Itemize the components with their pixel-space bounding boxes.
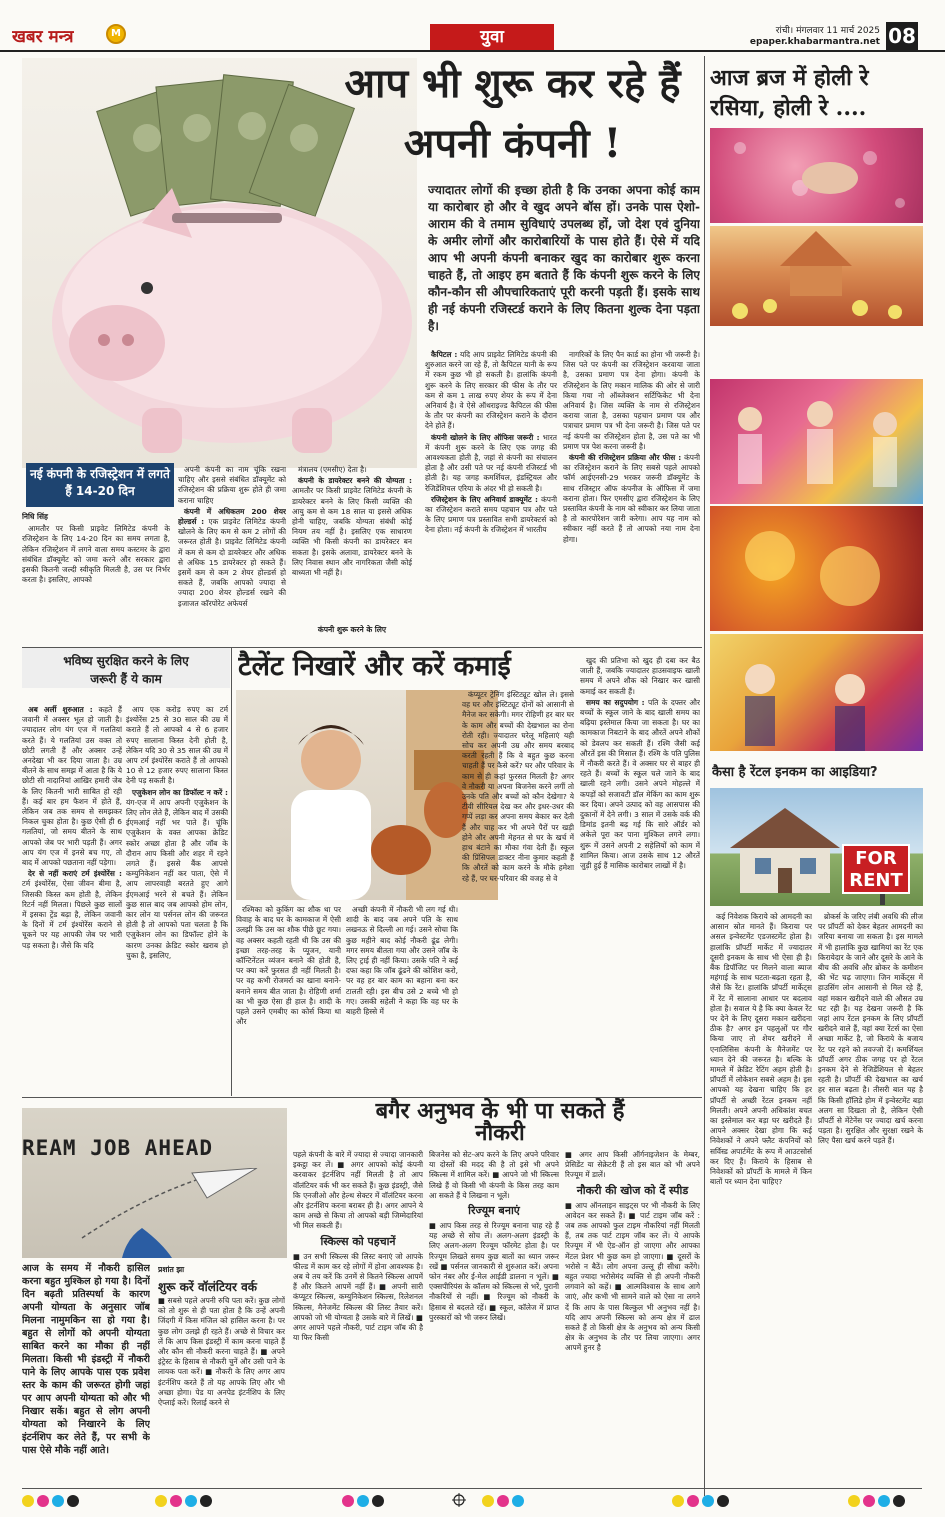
lead-column-2 <box>178 465 286 645</box>
yellow-dot-icon <box>22 1495 34 1507</box>
lead-col5-sub: कंपनी की रजिस्ट्रेशन प्रक्रिया और फीस : <box>569 453 682 463</box>
talent-left-text3: यंग-एज में आप अपनी एजुकेशन के लिए लोन लेते हैं, लेकिन बाद में उसकी ईएमआई नहीं भर पाते हैं। चूंकि एजुकेशन के वक्त आपका क्रेडिट स्कोर अच्छा होता है और जॉब के दौरान आप किसी और शहर में रहने लगते हैं। इससे बैंक आपसे कम्युनिकेशन नहीं कर पाता, ऐसे में आप लापरवाही बरतते हुए आगे ईएमआई भरने से बचते हैं। लेकिन कुछ साल बाद जब आपको होम लोन, कार लोन या पर्सनल लोन की जरूरत होती है तो आपको पता चलता है कि एजुकेशन लोन का डिफॉल्ट होने के कारण उनका क्रेडिट स्कोर खराब हो चुका है, इसलिए, <box>126 797 228 960</box>
registration-dots-3 <box>342 1492 442 1506</box>
cyan-dot-icon <box>512 1495 524 1507</box>
talent-left-col2-text: आप एक करोड़ रुपए का टर्म इंश्योरेंस 25 से 30 साल की उम्र में कराते हैं तो आपको 4 से 6 हजार रुपए सालाना किस्त देनी होती है, लेकिन यदि 30 से 35 साल की उम्र में आप टर्म इंश्योरेंस कराते हैं तो आपको 10 से 12 हजार रुपए सालाना किस्त देनी पड़ सकती है। <box>126 705 228 786</box>
yellow-dot-icon <box>482 1495 494 1507</box>
holi-headline-line2: रसिया, होली रे .... <box>710 95 867 121</box>
lead-col5-text2: कंपनी का रजिस्ट्रेशन कराने के लिए सबसे पहले आपको फॉर्म आईएनसी-29 भरकर जरूरी डॉक्यूमेंट के साथ रजिस्ट्रार ऑफ कंपनीज के ऑफिस में जमा कराना होता। फिर एमसीए द्वारा रजिस्ट्रेशन के लिए प्रस्तावित कंपनी के नाम को स्वीकार कर लिया जाता है तो कारपोरेशन जारी करेगा। आप यह नाम को स्वीकार नहीं करते हैं तो आपको नया नाम देना होगा। <box>563 453 700 544</box>
talent-headline: टैलेंट निखारें और करें कमाई <box>238 651 511 682</box>
crosshair-icon <box>452 1493 466 1507</box>
lead-col4-text2: भारत में कंपनी शुरू करने के लिए एक जगह की आवश्यकता होती है, जहां से कंपनी का संचालन होता है और उसी पते पर नई कंपनी रजिस्टर्ड भी होती है। यह जगह कमर्शियल, इंडस्ट्रियल और रेजिडेंशियल एरिया के अंदर भी हो सकती है। <box>425 432 557 493</box>
registration-dots-4 <box>482 1492 582 1506</box>
rental-headline: कैसा है रेंटल इनकम का आइडिया? <box>712 765 878 780</box>
holi-image-powder <box>710 506 923 631</box>
for-rent-line2: RENT <box>849 870 903 891</box>
holi-headline-line1: आज ब्रज में होली रे <box>710 65 869 91</box>
lead-deck: ज्यादातर लोगों की इच्छा होती है कि उनका अपना कोई काम या कारोबार हो और वे खुद अपने बॉस हों। उनके पास ऐशो-आराम की वे तमाम सुविधाएं उपलब्ध हों, जो देश एवं दुनिया के अमीर लोगों और कारोबारियों के पास होते हैं। ऐसे में यदि आप भी अपनी कंपनी बनाकर खुद का कारोबार शुरू करना चाहते हैं, तो आइए हम बताते हैं कि कंपनी शुरू करने के लिए कौन-कौन सी औपचारिकताएं पूरी करनी पड़ती हैं। इसके साथ ही नई कंपनी रजिस्टर्ड कराने के लिए कितना शुल्क देना पड़ता है। <box>428 183 700 333</box>
lead-col5-text: नागरिकों के लिए पैन कार्ड का होना भी जरूरी है। जिस पते पर कंपनी का रजिस्ट्रेशन करवाया जाता है, उसका प्रमाण पत्र देना होगा। कंपनी के रजिस्ट्रेशन के लिए मकान मालिक की ओर से जारी किया गया नो ऑब्जेक्शन सर्टिफिकेट भी देना अनिवार्य है। जिस व्यक्ति के नाम से रजिस्ट्रेशन कराया जाता है, उसका पहचान प्रमाण पत्र और पत्राचार प्रमाण पत्र भी देना जरूरी है। जिस पते पर नई कंपनी का रजिस्ट्रेशन होता है, उस पते का भी प्रमाण पत्र पेश करना जरूरी है। <box>563 350 700 451</box>
talent-center-col4-text: खुद की प्रतिभा को खुद ही दबा कर बैठ जाती हैं, जबकि ज्यादातर हाउसवाइफ खाली समय में अपने शौक को निखार कर खासी कमाई कर सकती हैं। <box>580 656 700 696</box>
black-dot-icon <box>893 1495 905 1507</box>
holi-people-shape <box>710 379 923 504</box>
image-caption: नई कंपनी के रजिस्ट्रेशन में लगते हैं 14-20 दिन <box>26 463 174 507</box>
dream-job-text: REAM JOB AHEAD <box>22 1136 214 1160</box>
page-number: 08 <box>886 22 918 50</box>
lead-col4-text3: कंपनी का रजिस्ट्रेशन कराते समय पहचान पत्र और पते के लिए प्रमाण पत्र प्रस्तावित सभी डायरेक्टर्स को देना होता। नई कंपनी के रजिस्ट्रेशन में भारतीय <box>425 494 557 535</box>
cyan-dot-icon <box>878 1495 890 1507</box>
lead-col2-intro: अपनी कंपनी का नाम चूंकि रखना चाहिए और इससे संबंधित डॉक्यूमेंट को रजिस्ट्रेशन की प्रक्रिया शुरू होते ही जमा कराना चाहिए <box>178 465 286 505</box>
jobs-col4 <box>565 1150 700 1490</box>
talent-left-sub1: अब अर्ली शुरुआत : <box>28 705 93 714</box>
lead-col3-footer: कंपनी शुरू करने के लिए <box>317 625 387 634</box>
holi-temple-shape <box>710 226 923 326</box>
registration-dots-5 <box>672 1492 792 1506</box>
talent-center-col1 <box>236 905 341 1095</box>
black-dot-icon <box>717 1495 729 1507</box>
talent-center-col1-text: रश्मिका को कुकिंग का शौक था पर विवाह के बाद घर के कामकाज में ऐसी उलझी कि उस का शौक पीछे छूट गया। वह अक्सर कहती रहती थी कि उस की इच्छा तरह-तरह के प्यूजन, यानी कॉन्टिनेंटल व्यंजन बनाने की होती है, पर क्या करें फुरसत ही नहीं मिलती है। पर वह कभी रोजमर्रा का खाना बनाने-बनाने समय बीत जाता है। रोहिणी शर्मा का भी कुछ ऐसा ही हाल है। शादी के पहले उसने एमबीए का कोर्स किया था और <box>236 905 341 1027</box>
holi-image-krishna <box>710 634 923 751</box>
registration-dots-right <box>848 1492 928 1506</box>
issue-date: रांची। मंगलवार 11 मार्च 2025 <box>775 26 880 36</box>
lead-col3-intro: मंत्रालय (एमसीए) देता है। <box>298 465 367 474</box>
header-rule <box>0 50 945 52</box>
section-tab: युवा <box>430 24 554 50</box>
jobs-sub-resume: रिज्यूम बनाएं <box>468 1204 520 1218</box>
yellow-dot-icon <box>155 1495 167 1507</box>
footer-rule <box>22 1488 922 1489</box>
talent-left-text1: कहते हैं जवानी में अक्सर भूल हो जाती है। ज्यादातर लोग यंग एज में गलतियां करते हैं। ये गलतियां उस वक्त तो छोटी लगती हैं और अक्सर उन्हें अनदेखा भी कर दिया जाता है। उम्र बीतने के साथ समझ में आता है कि ये छोटी सी नादानियां आखिर हमारी जेब के लिए कितनी भारी साबित हो रही हैं। कई बार हम फैशन में होते हैं, लेकिन जब तक समय से समझकर निकल चुका होता है। कुछ ऐसी ही 6 गलतियां, जो समय बीतने के साथ आपको जेब पर भारी पड़ती हैं। अगर आप यंग एज में इनसे बच गए, तो बाद में आपको पछताना नहीं पड़ेगा। <box>22 705 122 868</box>
masthead <box>0 0 945 54</box>
lead-column-1 <box>22 512 170 642</box>
talent-left-text2: टर्म इंश्योरेंस, ऐसा जीवन बीमा है, जिसकी किस्त कम होती है, लेकिन रिटर्न नहीं मिलता। पिछले कुछ सालों में इसका ट्रेंड बढ़ा है, लेकिन जवानी के दिनों में टर्म इंश्योरेंस कराने से चूकने पर यह आपकी जेब पर भारी पड़ सकता है। जैसे कि यदि <box>22 879 122 950</box>
holi-image-celebration <box>710 379 923 504</box>
yellow-dot-icon <box>672 1495 684 1507</box>
lead-headline-line2: अपनी कंपनी ! <box>403 120 622 167</box>
registration-dots-2 <box>155 1492 275 1506</box>
lead-column-5 <box>563 350 700 645</box>
jobs-col1-text: ■ सबसे पहले अपनी रुचि पता करें। कुछ लोगों को तो शुरू से ही पता होता है कि उन्हें अपनी जिंदगी में किस मंजिल को हासिल करना है। पर कुछ लोग उलझे ही रहते हैं। अच्छे से विचार कर लें कि आप किस इंडस्ट्री में काम करना चाहते हैं और कौन सी नौकरी करना चाहते हैं। ■ अपने इंट्रेस्ट के हिसाब से नौकरी चुनें और उसी पाने के लायक पता करें। ■ नौकरी के लिए अगर आप इंटर्नशिप करते हैं तो यह आपके लिए और भी अच्छा होगा। पेड या अनपेड इंटर्नशिप के लिए ऐप्लाई करें। रिलाई करने से <box>158 1296 285 1408</box>
magenta-dot-icon <box>687 1495 699 1507</box>
rental-column-1 <box>710 912 812 1490</box>
registration-mark-icon <box>452 1492 472 1506</box>
holi-flowers-shape <box>710 128 923 223</box>
talent-center-col3-text: कंप्यूटर ट्रेनिंग इंस्टिट्यूट खोल ले। इससे वह घर और इंस्टिट्यूट दोनों को आसानी से मैनेज कर सकेगी। मगर रोहिणी हर बार घर के काम और बच्चों की देखभाल का रोना रोती रही। ज्यादातर घरेलू महिलाएं यही सोच कर अपनी उम्र और समय बरबाद करती रहती हैं कि वे बहुत कुछ करना चाहती हैं पर कैसे करें? घर और परिवार के काम से ही कहां फुरसत मिलती है? अगर वे नौकरी या अपना बिजनेस करने लगीं तो उनके पति और बच्चों को कौन देखेगा? ये टीवी सीरियल देख कर और इधर-उधर की गप्पें लड़ा कर अपना समय बेकार कर देती हैं और चाह कर भी अपने पैरों पर खड़ी होने और अपनी मेहनत से घर के खर्च में हाथ बंटाने का मौका गंवा देती हैं। स्कूल की प्रिंसिपल डाक्टर नीना कुमार कहती हैं कि औरतें को काम करने के मौके हमेशा रहे हैं, पर घर-परिवार की वजह से वे <box>462 690 574 883</box>
jobs-headline-line1: बगैर अनुभव के भी पा सकते हैं <box>375 1098 625 1124</box>
lead-column-3 <box>292 465 412 625</box>
lead-col3-subhead: कंपनी के डायरेक्टर बनने की योग्यता : <box>298 476 412 486</box>
magenta-dot-icon <box>37 1495 49 1507</box>
left-box-title-line1: भविष्य सुरक्षित करने के लिए <box>63 654 189 668</box>
for-rent-sign <box>842 844 910 894</box>
magenta-dot-icon <box>497 1495 509 1507</box>
jobs-col1 <box>158 1296 285 1490</box>
holi-image-flowers <box>710 128 923 223</box>
lead-headline-line1: आप भी शुरू कर रहे हैं <box>344 60 681 107</box>
jobs-sub-search: नौकरी की खोज को दें स्पीड <box>576 1183 689 1197</box>
jobs-col4-text: ■ अगर आप किसी ऑर्गनाइजेशन के मेम्बर, प्रेसिडेंट या सेक्रेटरी हैं तो इस बात को भी अपने रिज्यूम में डालें। <box>565 1150 700 1180</box>
lead-col4-sub3: रजिस्ट्रेशन के लिए अनिवार्य डाक्यूमेंट : <box>431 494 538 504</box>
lead-col3-text: आमतौर पर किसी प्राइवेट लिमिटेड कंपनी के डायरेक्टर बनने के लिए किसी व्यक्ति की आयु कम से कम 18 साल या इससे अधिक होनी चाहिए, जबकि योग्यता संबंधी कोई नियम तय नहीं है। इसलिए एक साधारण व्यक्ति भी किसी कंपनी का डायरेक्टर बन सकता है। इसके अलावा, डायरेक्टर बनने के लिए निवास स्थान और नागरिकता जैसी कोई बाध्यता भी नहीं है। <box>292 486 412 578</box>
holi-powder-shape <box>710 506 923 631</box>
talent-left-sub3: एजुकेशन लोन का डिफॉल्ट न करें : <box>132 787 228 797</box>
jobs-col3-text: बिजनेस को सेट-अप करने के लिए अपने परिवार या दोस्तों की मदद की है तो इसे भी अपने स्किल्स में शामिल करें। ■ आपने जो भी स्किल्स लिखे हैं वो किसी भी कंपनी के किस तरह काम आ सकते हैं ये लिखना न भूलें। <box>429 1150 559 1200</box>
lead-column-4 <box>425 350 557 645</box>
talent-left-col1 <box>22 705 122 1093</box>
newspaper-logo: खबर मन्त्र <box>12 27 74 47</box>
woman-cooking-image <box>236 690 498 900</box>
jobs-headline-line2: नौकरी <box>475 1120 525 1146</box>
jobs-col2 <box>293 1150 423 1490</box>
rental-col1-text: कई निवेशक किराये को आमदनी का आसान स्रोत मानते हैं। किराया पर असल इन्वेस्टमेंट एडजस्टमेंट होता है। हालांकि प्रॉपर्टी मार्केट में ज्यादातर दूसरी इनकम के साथ भी ऐसा ही है। बैंक डिपॉजिट पर मिलने वाला ब्याज महंगाई के साथ घटता-बढ़ता रहता है, जैसे कि रेंट। हालांकि प्रॉपर्टी मार्केट्स में रेंट में सालाना आधार पर बदलाव होता है। सवाल ये है कि क्या केवल रेंट पर देने के लिए दूसरा मकान खरीदना ठीक है? अगर इन पहलुओं पर गौर किया जाए तो शेयर खरीदने में एनालिसिस कंपनी के मैनेजमेंट पर ध्यान देने की जरूरत है। बल्कि के मामले में क्रेडिट रेटिंग अहम होती है। प्रॉपर्टी में लोकेशन सबसे अहम है। इस आपको यह देखना चाहिए कि हर प्रॉपर्टी से अच्छी रेंटल इनकम नहीं मिलती। अपने अपनी अधिकांश बचत का इस्तेमाल कर बड़ा घर खरीदते हैं। आपने अक्सर देखा होगा कि कई निवेशकों ने अपने फ्लैट कंपनियों को सर्विस्ड अपार्टमेंट के रूप में आउटसोर्स कर दिए हैं। किराये के हिसाब से निवेशकों को प्रॉपर्टी के मामले में किन बातों पर ध्यान देना चाहिए? <box>710 912 812 1187</box>
jobs-sub-skills: स्किल्स को पहचानें <box>320 1234 396 1248</box>
rental-column-2 <box>818 912 923 1490</box>
cyan-dot-icon <box>357 1495 369 1507</box>
paper-plane-icon <box>22 1168 287 1258</box>
for-rent-line1: FOR <box>855 848 897 869</box>
black-dot-icon <box>200 1495 212 1507</box>
black-dot-icon <box>372 1495 384 1507</box>
black-dot-icon <box>67 1495 79 1507</box>
cyan-dot-icon <box>702 1495 714 1507</box>
jobs-intro: आज के समय में नौकरी हासिल करना बहुत मुश्किल हो गया है। दिनों दिन बढ़ती प्रतिस्पर्धा के कारण अपनी योग्यता के अनुसार जॉब मिलना नामुमकिन सा हो गया है। बहुत से लोगों को अपनी योग्यता साबित करने का मौका ही नहीं मिलता। किसी भी इंडस्ट्री में नौकरी पाने के लिए आपके पास एक प्रवेश स्तर के काम की जरूरत होगी जहां पर आप अपनी योग्यता को और भी निखार सकें। बहुत से लोग अपनी योग्यता को निखारने के लिए इंटर्नशिप कर लेते हैं, पर सभी के पास ऐसे मौके नहीं आते। <box>22 1263 150 1456</box>
cyan-dot-icon <box>52 1495 64 1507</box>
cyan-dot-icon <box>185 1495 197 1507</box>
for-rent-image <box>710 788 923 906</box>
jobs-byline: प्रशांत झा <box>158 1265 185 1274</box>
magenta-dot-icon <box>170 1495 182 1507</box>
jobs-col3b-text: ■ आप किस तरह से रिज्यूम बनाना चाह रहे हैं यह अच्छे से सोच लें। अलग-अलग इंडस्ट्री के लिए अलग-अलग रिज्यूम फॉरमेट होता है। पर रिज्यूम लिखते समय कुछ बातों का ध्यान जरूर रखें ■ पर्सनल जानकारी से शुरुआत करें। अपना फोन नंबर और ई-मेल आईडी डालना न भूलें। ■ एक्सपीरियंस के कॉलम को स्किल्स से भरें, पुरानी नौकरियों से नहीं। ■ रिज्यूम को नौकरी के हिसाब से बदलते रहें। ■ स्कूल, कॉलेज में प्राप्त पुरस्कारों को भी जरूर लिखें। <box>429 1221 559 1322</box>
epaper-link[interactable]: epaper.khabarmantra.net <box>749 37 880 47</box>
lead-byline: निधि सिंह <box>22 512 48 521</box>
talent-center-col4b-text: पति के दफ्तर और बच्चों के स्कूल जाने के बाद खाली समय का बढ़िया इस्तेमाल किया जा सकता है। घर का कामकाज निबटाने के बाद औरतें अपने शौकों को डेवलप कर सकती हैं। रश्मि जैसी कई औरतें इस की मिसाल हैं। रश्मि के पति पुलिस में नौकरी करते हैं। वे अक्सर घर से बाहर ही रहते हैं। बच्चों के स्कूल चले जाने के बाद खाली रहने लगी। उसने अपने मोहल्ले में कपड़ों को सजावटी डॉल मेकिंग का काम शुरू कर दिया। अपने उत्पाद को वह आसपास की दुकानों में देने लगी। 3 साल में उसके वर्क की डिमांड इतनी बढ़ गई कि सारे ऑर्डर को अकेले पूरा कर पाना मुश्किल लगने लगा। शुरू में उसने अपनी 2 सहेलियों को काम में शामिल किया। आज उसके साथ 12 औरतें जुड़ी हुई हैं मासिक कारोबार लाखों में है। <box>580 697 700 871</box>
column-divider-2 <box>231 648 232 1096</box>
jobs-col2b-text: ■ उन सभी स्किल्स की लिस्ट बनाएं जो आपके फील्ड में काम कर रहे लोगों में होना आवश्यक है। अब ये तय करें कि उनमें से कितने स्किल्स आपमें हैं और कितने आपमें नहीं हैं। ■ अपनी सारी कंप्यूटर स्किल्स, कम्युनिकेशन स्किल्स, रिलेशनल स्किल्स, मैनेजमेंट स्किल्स की लिस्ट तैयार करें। आपको जो भी योग्यता है उसके बारे में लिखें। ■ अगर आपने पहले नौकरी, पार्ट टाइम जॉब की है या फिर किसी <box>293 1251 423 1343</box>
talent-center-sub: समय का सदुपयोग : <box>586 697 645 707</box>
talent-center-col4 <box>580 656 700 1096</box>
talent-center-col2-text: अच्छी कंपनी में नौकरी भी लग गई थी। शादी के बाद जब अपने पति के साथ लखनऊ से दिल्ली आ गई। उसने सोचा कि कुछ महीने बाद कोई नौकरी ढूंढ लेगी। मगर समय बीतता गया और उसने जॉब के लिए ट्राई ही नहीं किया। उसके पति ने कई दफा कहा कि जॉब ढूंढने की कोशिश करो, पर वह हर बार काम का बहाना बना कर टालती रही। इस बीच उसे 2 बच्चे भी हो गए। उसकी सहेली ने कहा कि वह घर के बाहरी हिस्से में <box>346 905 458 1017</box>
left-box-title-line2: जरूरी हैं ये काम <box>90 672 162 686</box>
jobs-col4b-text: ■ आप ऑनलाइन साइट्स पर भी नौकरी के लिए आवेदन कर सकते हैं। ■ पार्ट टाइम जॉब करें : जब तक आपको फुल टाइम नौकरियां नहीं मिलती हैं, तब तक पार्ट टाइम जॉब कर लें। ये आपके रिज्यूम में भी ऐड-ऑन हो जाएगा और आपका मेंटल प्रेशर भी कुछ कम हो जाएगा। ■ दूसरों के भरोसे न बैठें। लोग अपना उल्लू ही सीधा करेंगे। बहुत ज्यादा भरोसेमंद व्यक्ति से ही अपनी नौकरी लगवाने को कहें। ■ आत्मविश्वास के साथ आगे जाएं, और कभी भी सामने वाले को ऐसा ना लगने दें कि आप के पास बिल्कुल भी अनुभव नहीं है। यदि आप अपनी स्किल्स को अन्य क्षेत्र में ढाल सकते हैं तो किसी क्षेत्र के अनुभव को अन्य किसी क्षेत्र के अनुभव के तौर पर लिया जाएगा। अगर आपमें हुनर है <box>565 1200 700 1353</box>
lead-col1-text: आमतौर पर किसी प्राइवेट लिमिटेड कंपनी के रजिस्ट्रेशन के लिए 14-20 दिन का समय लगता है, लेकिन रजिस्ट्रेशन में लगने वाला समय कस्टमर के द्वारा संबंधित डॉक्यूमेंट को जमा करने और सरकार द्वारा इसकी कितनी जल्दी स्वीकृति मिलती है, उस पर निर्भर करता है। इसलिए, आपको <box>22 524 170 585</box>
column-divider <box>704 56 705 1496</box>
holi-image-crowd <box>710 226 923 326</box>
yellow-dot-icon <box>848 1495 860 1507</box>
talent-center-col3 <box>462 690 574 1095</box>
holi-krishna-shape <box>710 634 923 751</box>
dream-job-image <box>22 1108 287 1258</box>
talent-center-col2 <box>346 905 458 1095</box>
magenta-dot-icon <box>863 1495 875 1507</box>
jobs-col2-text: पहले कंपनी के बारे में ज्यादा से ज्यादा जानकारी इकट्ठा कर लें। ■ अगर आपको कोई कंपनी करवाकर इंटर्नशिप नहीं मिलती है तो आप वॉलंटियर वर्क भी कर सकते हैं। कुछ इंडस्ट्री, जैसे कि एनजीओ और हेल्थ सेक्टर में वॉलंटियर करना और इंटर्नशिप करना बराबर ही है। अगर आपने ये काम अच्छे से किया तो आपको बड़ी जिम्मेदारियां भी मिल सकती हैं। <box>293 1150 423 1231</box>
logo-mark-icon: M <box>106 24 126 44</box>
jobs-col3 <box>429 1150 559 1490</box>
woman-cooking-illustration <box>236 690 498 900</box>
lead-col4-sub1: कैपिटल : <box>431 350 458 359</box>
lead-col2-text: एक प्राइवेट लिमिटेड कंपनी खोलने के लिए कम से कम 2 लोगों की जरूरत होती है। प्राइवेट लिमिटेड कंपनी में कम से कम दो डायरेक्टर और अधिक से अधिक 15 डायरेक्टर हो सकते हैं। इसमें कम से कम 2 शेयर होल्डर्स हो सकते हैं, जबकि आपको ज्यादा से ज्यादा 200 शेयर होल्डर्स रखने की इजाजत कॉरपोरेट अफेयर्स <box>178 517 286 608</box>
magenta-dot-icon <box>342 1495 354 1507</box>
jobs-box-head: शुरू करें वॉलंटियर वर्क <box>158 1280 257 1294</box>
registration-dots-left <box>22 1492 142 1506</box>
talent-left-sub2: देर से नहीं कराएं टर्म इंश्योरेंस : <box>28 869 122 879</box>
lead-col4-text1: यदि आप प्राइवेट लिमिटेड कंपनी की शुरुआत करने जा रहे हैं, तो कैपिटल यानी के रूप में रकम कुछ भी हो सकती है। हालांकि कंपनी शुरू करने के लिए सरकार की फीस के तौर पर कम से कम 1 लाख रुपए शेयर के रूप में देना अनिवार्य है। वे ऐसे ऑथराइज्ड कैपिटल की फीस के तौर पर कंपनी का रजिस्ट्रेशन कराने के दौरान देने होते हैं। <box>425 350 557 431</box>
rental-col2-text: ब्रोकर्स के जरिए लंबी अवधि की लीज पर प्रॉपर्टी को देकर बेहतर आमदनी का जरिया बनाया जा सकता है। इस मामले में भी हालांकि कुछ खामियां का रेंट एक किरायेदार के जाने और दूसरे के आने के बीच की अवधि और ब्रोकर के कमीशन की भेंट चढ़ जाएगा। जिन मार्केट्स में हाउसिंग लोन आसानी से मिल रहे हैं, वहां मकान खरीदने वाले की औसत उम्र घट रही है। यह देखना जरूरी है कि जहां आप रेंटल इनकम के लिए प्रॉपर्टी खरीदने वाले हैं, वहां क्या रेंटर्स का ऐसा अच्छा मार्केट है, जो किराये के बजाय रेंट पर रहने को तवज्जो दें। कमर्शियल प्रॉपर्टी अगर ठीक जगह पर हो रेंटल इनकम देने से रेजिडेंशियल से बेहतर रहती है। प्रॉपर्टी की देखभाल का खर्च हर साल बढ़ता है। तीसरी बात यह है कि किसी हॉलिडे होम में इन्वेस्टमेंट बड़ा अलग सा दिखता तो है, लेकिन ऐसी प्रॉपर्टी से मेंटेनेंस पर ज्यादा खर्च करना पड़ता है। सुरक्षित और सुरक्षा रखने के लिए पैसा खर्च करने पड़ते हैं। <box>818 912 923 1146</box>
talent-left-col2 <box>126 705 228 1093</box>
lead-col2-subhead: कंपनी में अधिकतम 200 शेयर होल्डर्स : <box>178 506 286 527</box>
lead-col4-sub2: कंपनी खोलने के लिए ऑफिस जरूरी : <box>431 432 540 442</box>
